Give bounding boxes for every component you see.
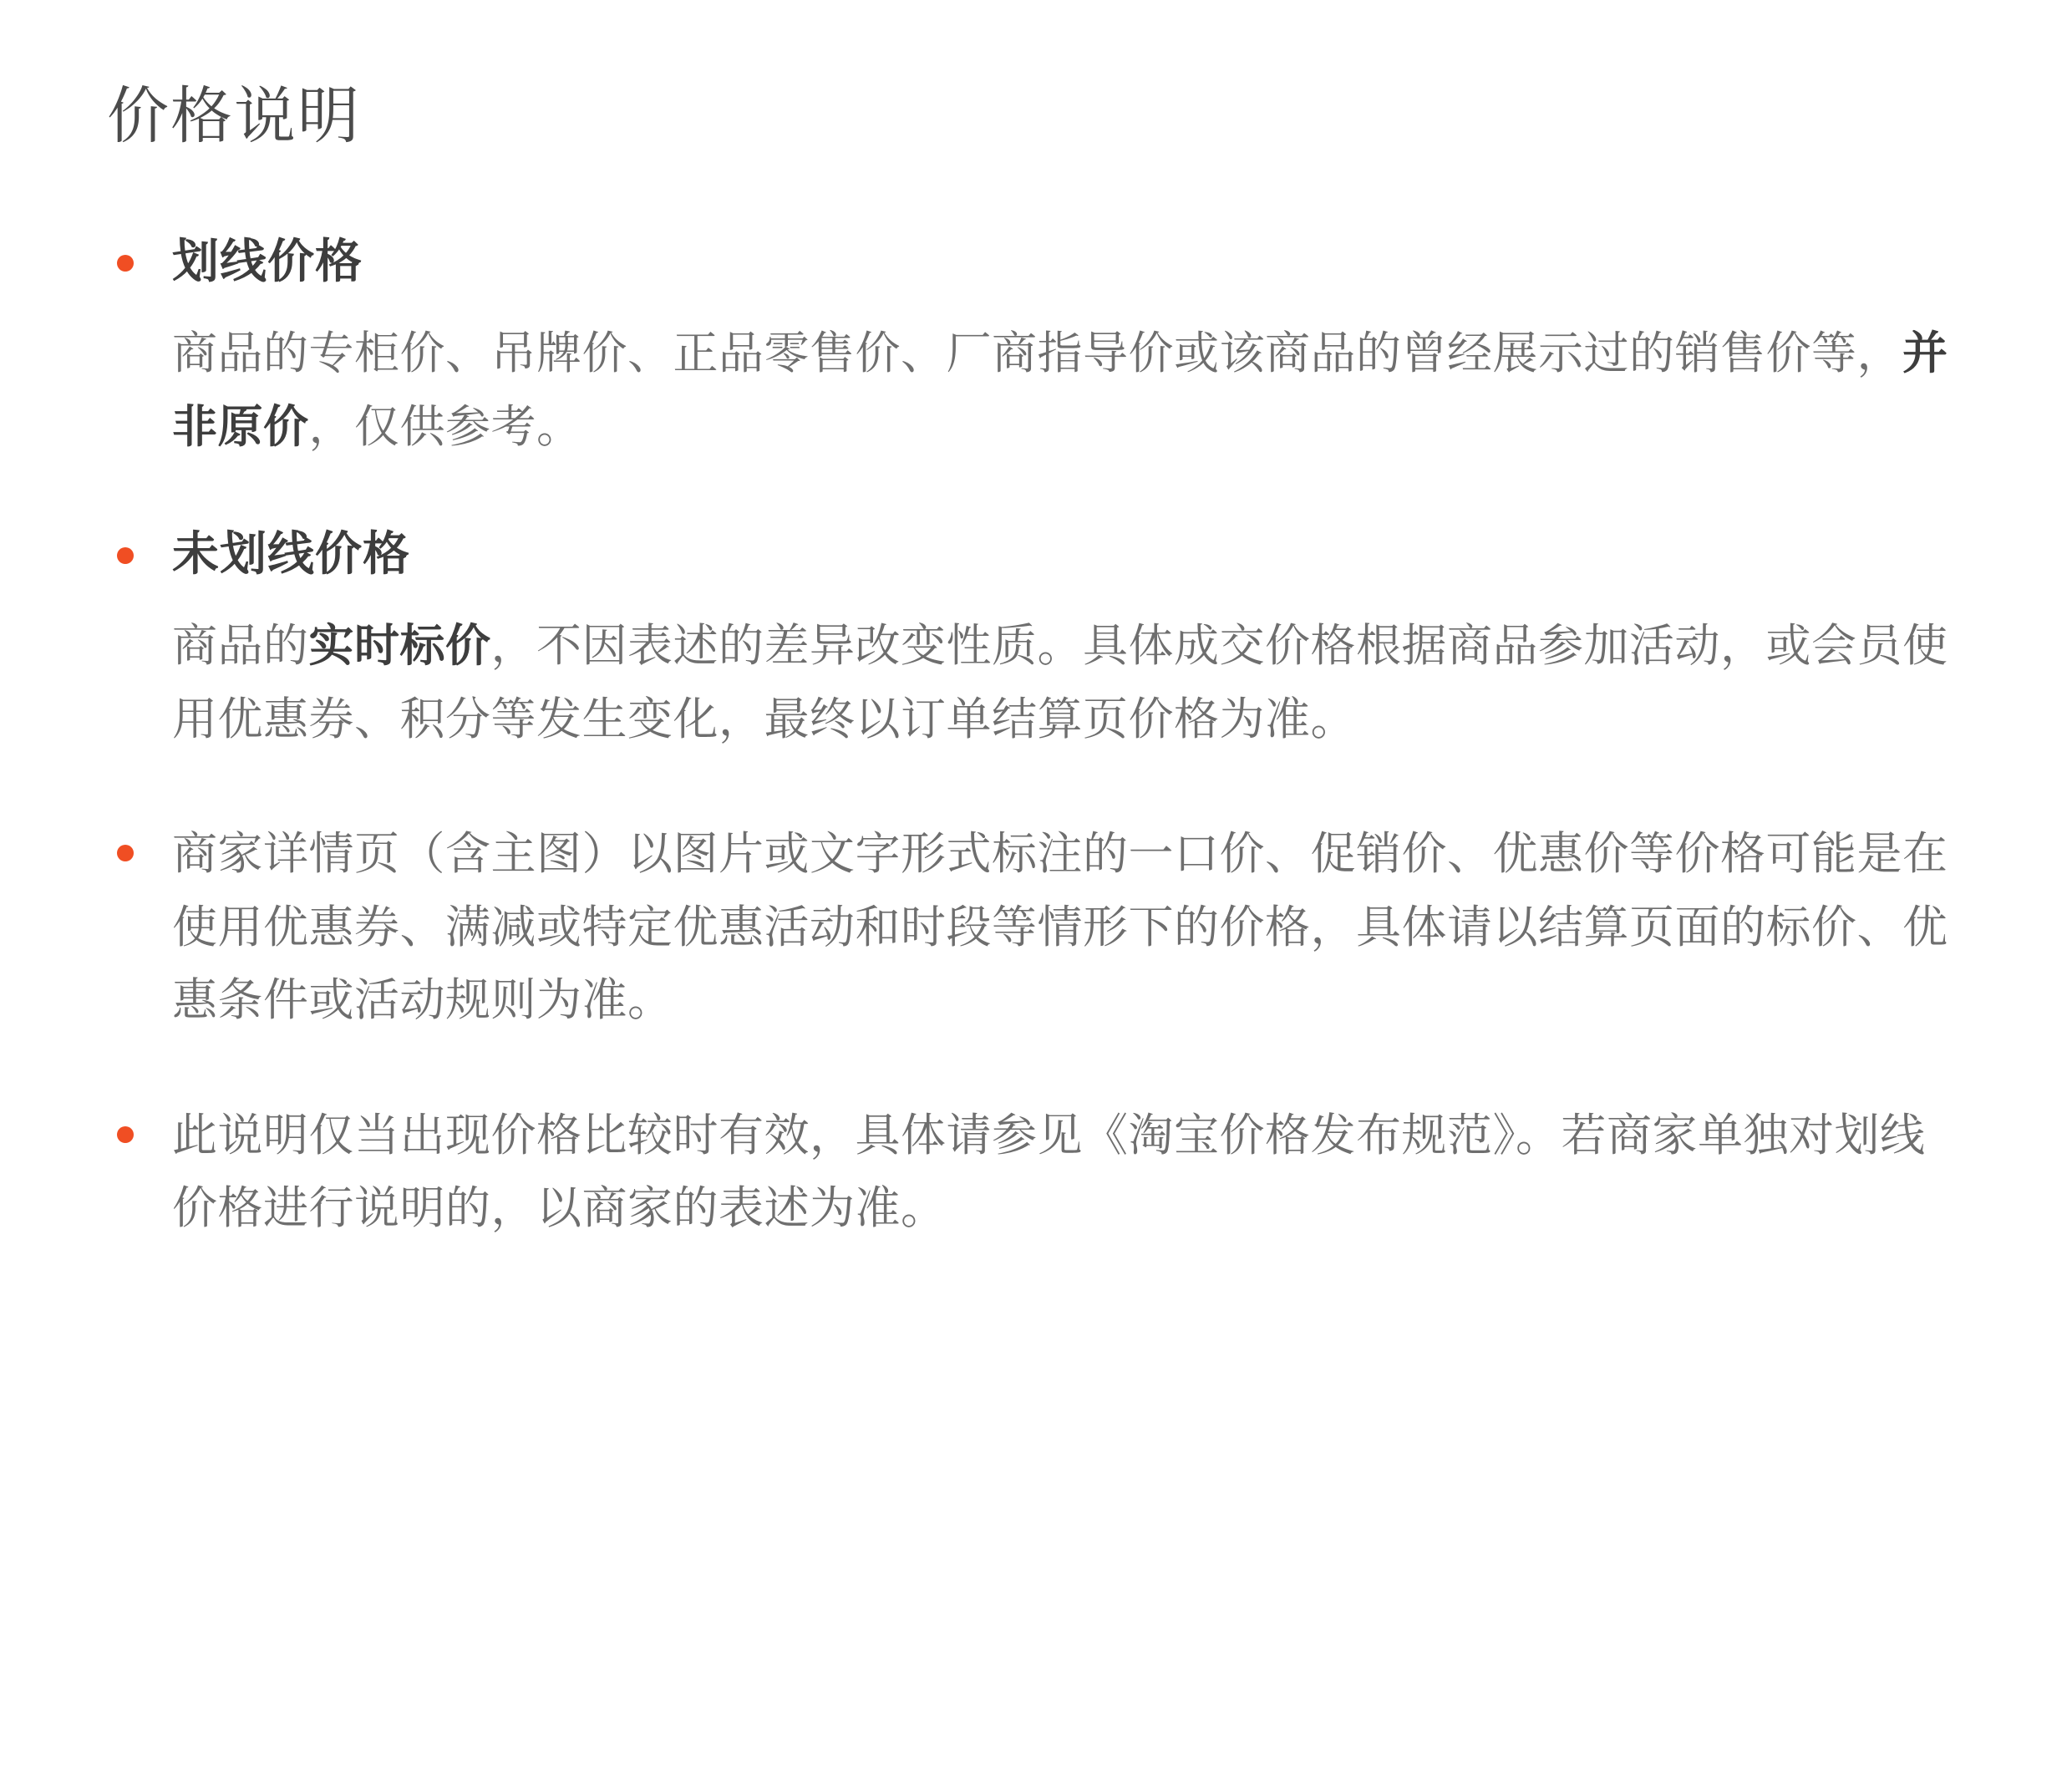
item-body-text: ，仅供参考。	[308, 401, 582, 452]
item-body-text: 商品的	[172, 621, 309, 672]
price-explanation-item	[107, 1100, 1965, 1246]
bullet-icon	[117, 845, 134, 861]
price-explanation-item	[107, 233, 1965, 464]
item-body-emphasis: 实时标价	[308, 621, 491, 672]
item-body	[172, 610, 1960, 756]
item-body-emphasis: 并非原价	[172, 328, 1948, 452]
item-heading: 未划线价格	[172, 527, 410, 581]
item-body-text: 此说明仅当出现价格比较时有效，具体请参见《淘宝价格发布规范》。若商家单独对划线价格进行说明的，以商家的表述为准。	[172, 1110, 1926, 1234]
page-title: 价格说明	[107, 81, 361, 150]
item-body-text: 商品的专柜价、吊牌价、正品零售价、厂商指导价或该商品的曾经展示过的销售价等，	[172, 328, 1902, 379]
item-body	[172, 818, 1960, 1037]
item-body	[172, 1100, 1960, 1246]
item-heading: 划线价格	[172, 235, 363, 288]
item-body-text: ，不因表述的差异改变性质。具体成交价格根据商品参加活动，或会员使用优惠券、积分等发生变化，最终以订单结算页价格为准。	[172, 621, 1948, 744]
price-explanation-item	[107, 526, 1965, 756]
price-explanation-list	[107, 233, 1965, 1246]
item-body-text: 商家详情页（含主图）以图片或文字形式标注的一口价、促销价、优惠价等价格可能是在使用优惠券、满减或特定优惠活动和时段等情形下的价格，具体请以结算页面的标价、优惠条件或活动规则为准。	[172, 829, 1948, 1026]
bullet-icon	[117, 255, 134, 272]
item-body	[172, 318, 1960, 464]
bullet-icon	[117, 1126, 134, 1143]
bullet-icon	[117, 547, 134, 564]
price-explanation-item	[107, 818, 1965, 1037]
